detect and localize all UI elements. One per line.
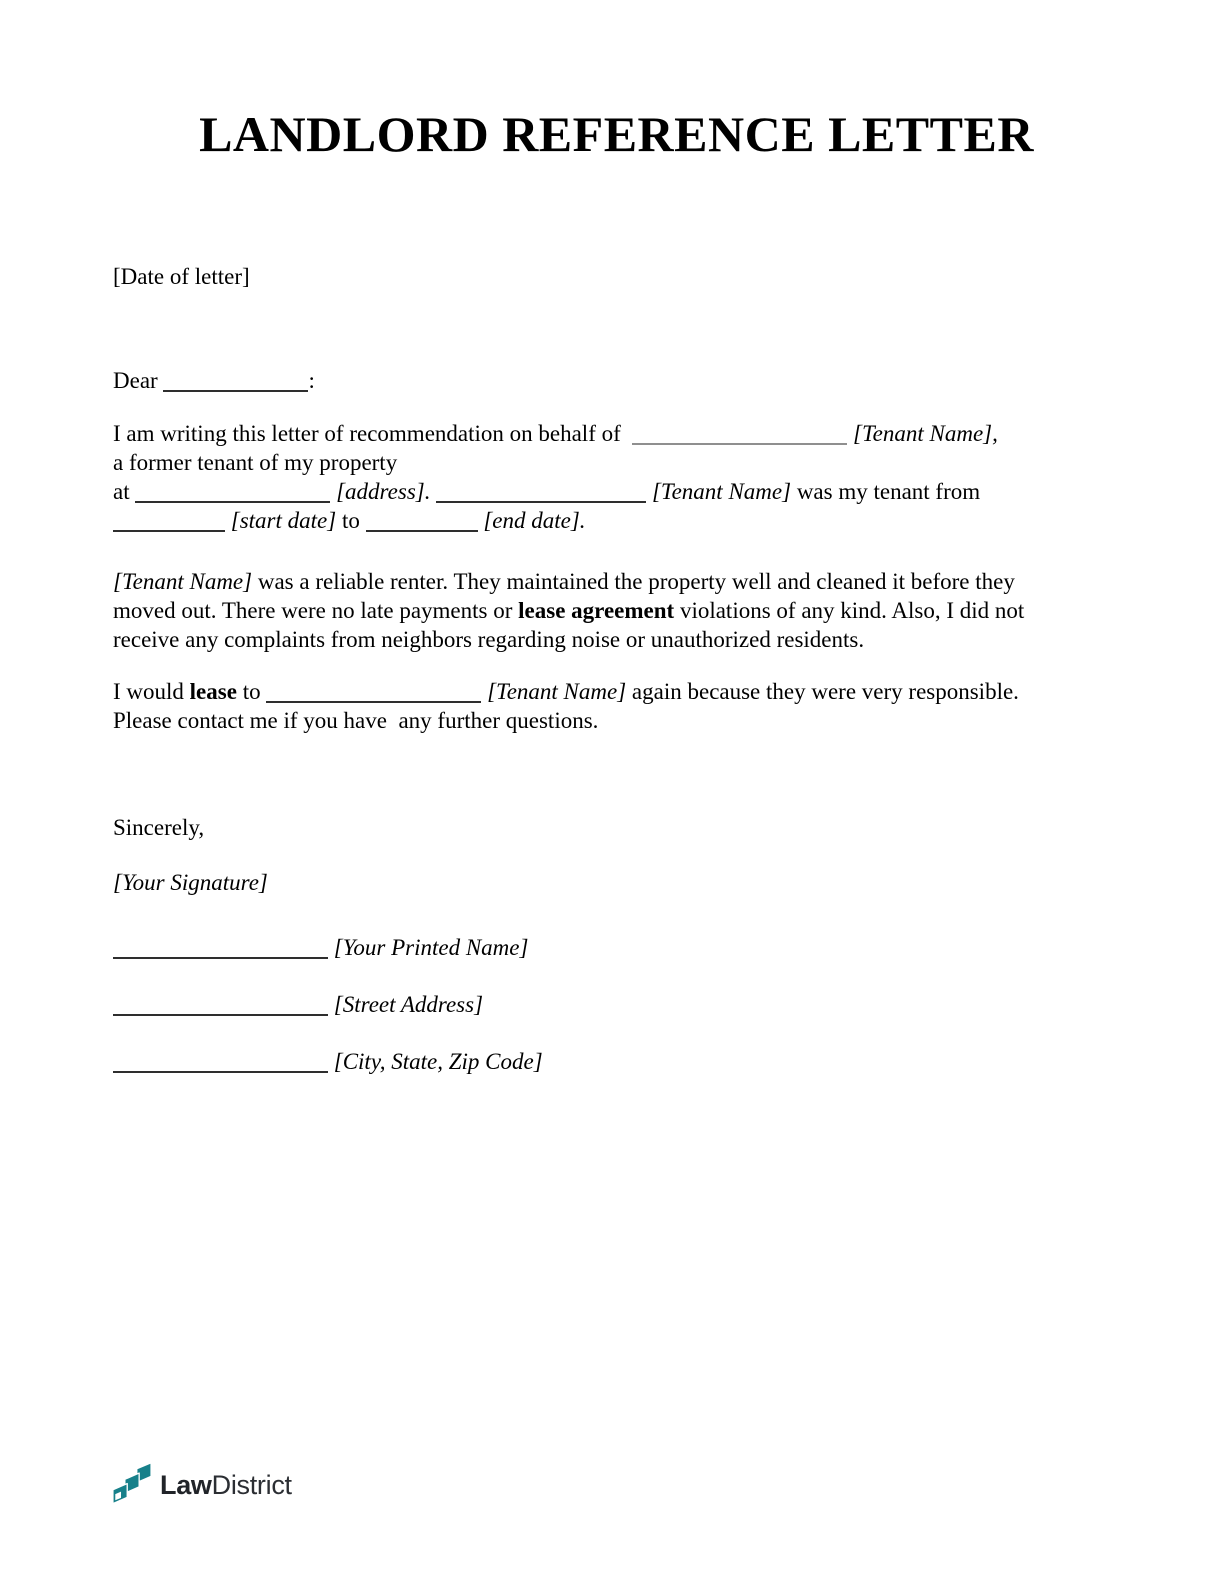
text-run: again because they were very responsible. — [626, 679, 1019, 704]
body-paragraph-recommendation — [113, 419, 1120, 535]
fill-in-blank — [266, 686, 481, 703]
page-title: LANDLORD REFERENCE LETTER — [199, 106, 1034, 162]
closing-salutation: Sincerely, — [113, 815, 205, 840]
fill-in-blank — [632, 428, 847, 445]
fill-in-blank — [113, 942, 328, 959]
text-run: moved out. There were no late payments or — [113, 598, 519, 623]
signature-placeholder: [Your Signature] — [113, 870, 268, 895]
lawdistrict-logo — [111, 1462, 292, 1508]
placeholder-text: [start date] — [230, 508, 337, 533]
text-run: was my tenant from — [791, 479, 981, 504]
fill-in-blank — [113, 1056, 328, 1073]
text-run: : — [308, 368, 315, 393]
text-run: I am writing this letter of recommendation on behalf of — [113, 421, 633, 446]
bold-text: lease agreement — [518, 598, 675, 623]
text-run: to — [336, 508, 366, 533]
text-run: Dear — [113, 368, 164, 393]
fill-in-blank — [113, 999, 328, 1016]
date-placeholder: [Date of letter] — [113, 264, 250, 289]
body-paragraph-endorsement — [113, 677, 1120, 735]
signature-line-city-state-zip — [113, 1047, 1120, 1076]
fill-in-blank — [366, 515, 478, 532]
placeholder-text: [City, State, Zip Code] — [333, 1049, 543, 1074]
fill-in-blank — [436, 486, 646, 503]
placeholder-text: [Tenant Name] — [651, 479, 792, 504]
text-run: to — [236, 679, 267, 704]
fill-in-blank — [113, 515, 225, 532]
text-run: violations of any kind. Also, I did not — [674, 598, 1025, 623]
greeting-line — [113, 366, 1120, 395]
placeholder-text: [Tenant Name] — [487, 679, 627, 704]
text-run: Please contact me if you have any further questions. — [113, 708, 599, 733]
brand-district-text: District — [211, 1469, 292, 1500]
lawdistrict-wordmark — [160, 1471, 292, 1500]
placeholder-text: [Tenant Name], — [853, 421, 998, 446]
brand-law-text: Law — [160, 1469, 212, 1500]
placeholder-text: [address]. — [336, 479, 431, 504]
text-run: I would — [113, 679, 190, 704]
signature-line-printed-name — [113, 933, 1120, 962]
placeholder-text: [Tenant Name] — [113, 569, 253, 594]
text-run: receive any complaints from neighbors regarding noise or unauthorized residents. — [113, 627, 865, 652]
placeholder-text: [Street Address] — [333, 992, 484, 1017]
fill-in-blank — [135, 486, 330, 503]
signature-line-street-address — [113, 990, 1120, 1019]
text-run: a former tenant of my property — [113, 450, 398, 475]
body-paragraph-reliability — [113, 567, 1120, 654]
text-run: was a reliable renter. They maintained the property well and cleaned it before they — [252, 569, 1015, 594]
text-run: at — [113, 479, 136, 504]
placeholder-text: [end date]. — [483, 508, 586, 533]
placeholder-text: [Your Printed Name] — [333, 935, 529, 960]
lawdistrict-books-icon — [111, 1462, 153, 1508]
fill-in-blank — [163, 375, 308, 392]
bold-text: lease — [189, 679, 237, 704]
letter-content — [0, 104, 1224, 1076]
